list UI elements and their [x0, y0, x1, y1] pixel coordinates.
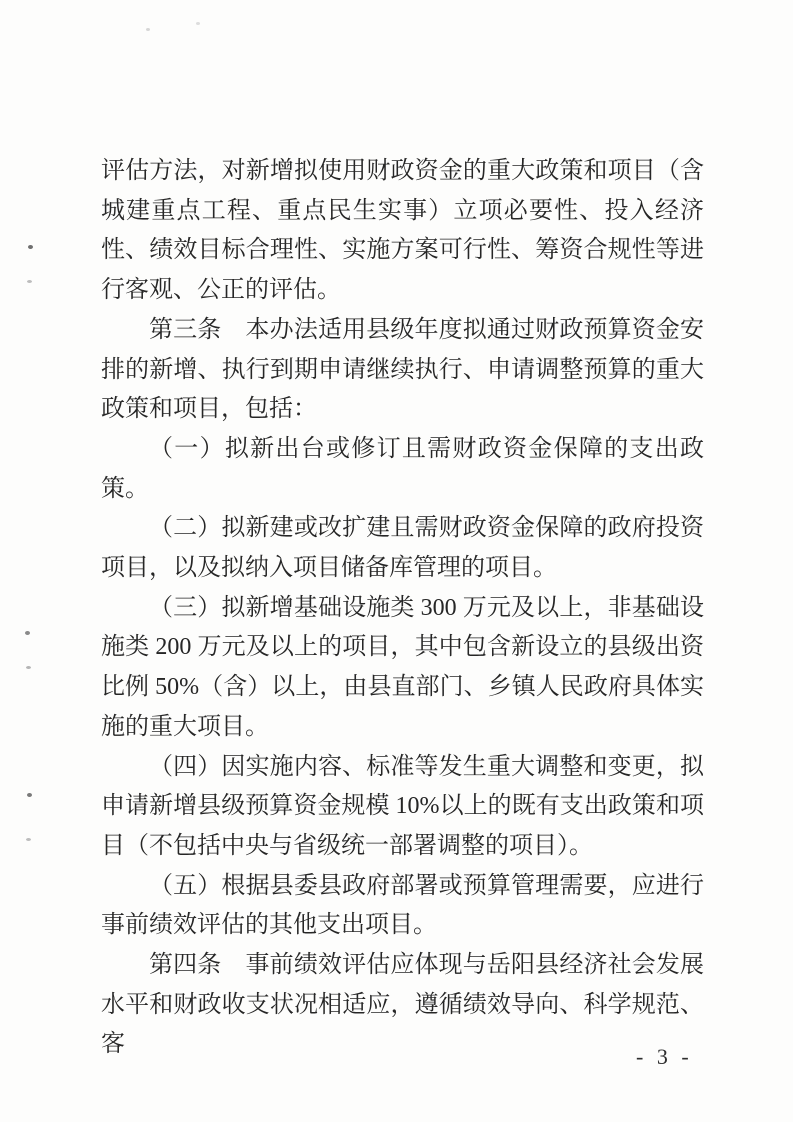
scan-speckle [196, 22, 200, 25]
paragraph-item-1: （一）拟新出台或修订且需财政资金保障的支出政策。 [101, 435, 704, 502]
paragraph-article-4: 第四条 事前绩效评估应体现与岳阳县经济社会发展水平和财政收支状况相适应，遵循绩效导向、科学规范、客 [101, 952, 704, 1058]
paragraph-item-3: （三）拟新增基础设施类 300 万元及以上，非基础设施类 200 万元及以上的项目，其中包含新设立的县级出资比例 50%（含）以上，由县直部门、乡镇人民政府具体实施的重大项目。 [101, 594, 704, 740]
paragraph-item-5: （五）根据县委县政府部署或预算管理需要，应进行事前绩效评估的其他支出项目。 [101, 872, 704, 939]
scan-speckle [26, 838, 31, 841]
paragraph-continuation: 评估方法，对新增拟使用财政资金的重大政策和项目（含城建重点工程、重点民生实事）立项必要性、投入经济性、绩效目标合理性、实施方案可行性、筹资合规性等进行客观、公正的评估。 [101, 158, 704, 304]
scan-speckle [26, 666, 31, 669]
paragraph-item-2: （二）拟新建或改扩建且需财政资金保障的政府投资项目，以及拟纳入项目储备库管理的项目。 [101, 515, 704, 582]
scan-speckle [27, 280, 32, 283]
scan-speckle [28, 245, 33, 249]
scan-speckle [146, 28, 150, 31]
scan-speckle [25, 631, 30, 635]
page-number: - 3 - [636, 1044, 693, 1069]
document-body [101, 152, 704, 1065]
paragraph-article-3: 第三条 本办法适用县级年度拟通过财政预算资金安排的新增、执行到期申请继续执行、申请调整预算的重大政策和项目，包括： [101, 316, 704, 423]
paragraph-item-4: （四）因实施内容、标准等发生重大调整和变更，拟申请新增县级预算资金规模 10%以上的既有支出政策和项目（不包括中央与省级统一部署调整的项目）。 [101, 753, 704, 859]
scan-speckle [27, 793, 32, 797]
